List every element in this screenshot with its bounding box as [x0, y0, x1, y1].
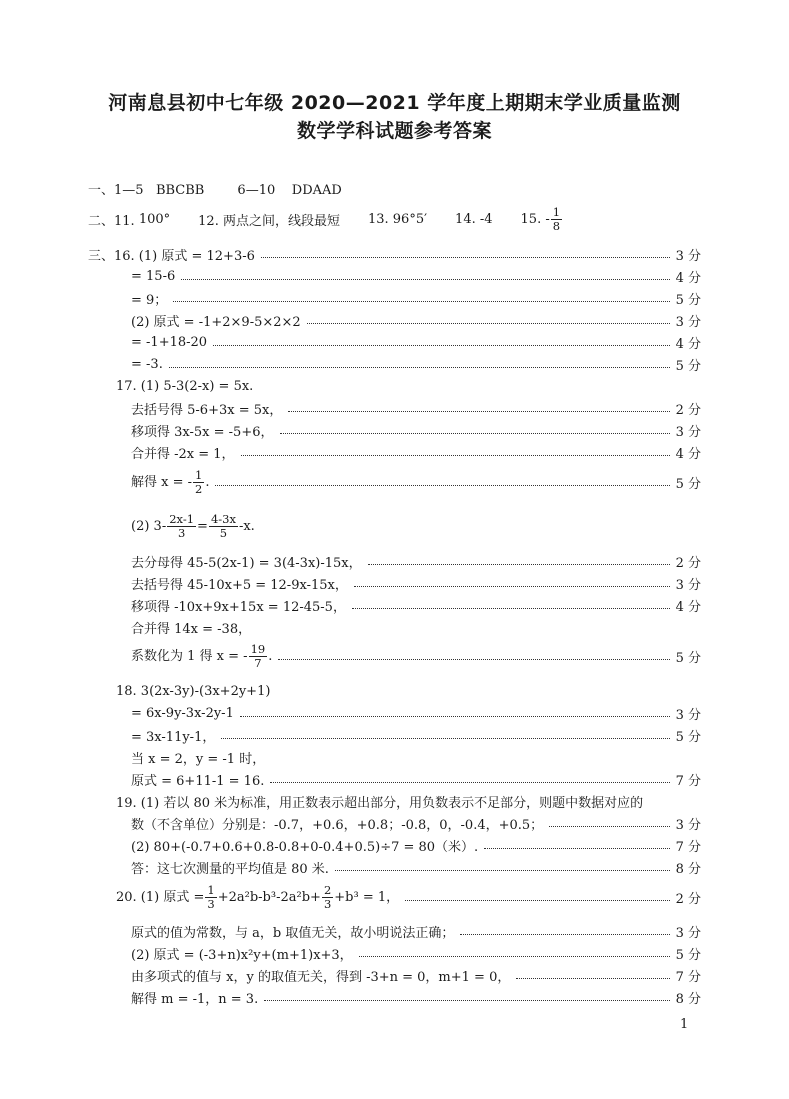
q20-line2: (2) 原式 = (-3+n)x²y+(m+1)x+3， 5 分	[131, 947, 701, 963]
q20-line4: 解得 m = -1，n = 3. 8 分	[131, 991, 701, 1007]
q19-line0: 19. (1) 若以 80 米为标准，用正数表示超出部分，用负数表示不足部分，则题中数据对应的	[116, 795, 644, 811]
q17-line10: 系数化为 1 得 x = - $\frac{19}{7}$ . 5 分	[131, 641, 701, 670]
q20-line1: 原式的值为常数，与 a，b 取值无关，故小明说法正确； 3 分	[131, 925, 701, 941]
q16-line1: 三、16. (1) 原式 = 12+3-6 3 分	[88, 248, 701, 264]
section2-answers: 二、11. 100° 12. 两点之间，线段最短 13. 96°5′ 14. -4 15. - $\frac{1}{8}$	[88, 204, 561, 233]
fraction-q20-b: $\frac{2}{3}$	[323, 882, 332, 911]
fraction-q20-a: $\frac{1}{3}$	[207, 882, 215, 911]
q19-line2: (2) 80+(-0.7+0.6+0.8-0.8+0-0.4+0.5)÷7 = 80（米）. 7 分	[131, 839, 701, 855]
q19-line1: 数（不含单位）分别是：-0.7，+0.6，+0.8；-0.8，0，-0.4，+0.5； 3 分	[131, 817, 701, 833]
fraction-q17-2b: $\frac{4-3x}{5}$	[210, 511, 236, 540]
q16-line6: = -3. 5 分	[131, 356, 701, 374]
q16-line2: = 15-6 4 分	[131, 268, 701, 286]
section1-answers: 一、1—5 BBCBB 6—10 DDAAD	[88, 183, 342, 198]
q20-line3: 由多项式的值与 x，y 的取值无关，得到 -3+n = 0，m+1 = 0， 7 分	[131, 969, 701, 985]
page-title-line1: 河南息县初中七年级 2020—2021 学年度上期期末学业质量监测	[108, 92, 681, 114]
fraction-q17-1: $\frac{1}{2}$	[195, 467, 203, 496]
q17-line4: 解得 x = - $\frac{1}{2}$ . 5 分	[131, 467, 701, 496]
q16-line5: = -1+18-20 4 分	[131, 334, 701, 352]
fraction-q17-3: $\frac{19}{7}$	[250, 641, 266, 670]
q17-line6: 去分母得 45-5(2x-1) = 3(4-3x)-15x， 2 分	[131, 555, 701, 571]
q18-line1: = 6x-9y-3x-2y-1 3 分	[131, 705, 701, 723]
q17-line3: 合并得 -2x = 1， 4 分	[131, 446, 701, 462]
q17-line8: 移项得 -10x+9x+15x = 12-45-5， 4 分	[131, 599, 701, 615]
q16-line3: = 9； 5 分	[131, 292, 701, 308]
q16-line4: (2) 原式 = -1+2×9-5×2×2 3 分	[131, 314, 701, 330]
q17-line5: (2) 3- $\frac{2x-1}{3}$ = $\frac{4-3x}{5}$ -x.	[131, 511, 255, 540]
page-title-line2: 数学学科试题参考答案	[296, 120, 492, 142]
q18-line3: 当 x = 2，y = -1 时，	[131, 751, 266, 767]
q18-line0: 18. 3(2x-3y)-(3x+2y+1)	[116, 683, 271, 699]
q20-line0: 20. (1) 原式 = $\frac{1}{3}$ +2a²b-b³-2a²b+ $\frac{2}{3}$ +b³ = 1， 2 分	[116, 882, 701, 911]
page-number: 1	[680, 1017, 689, 1032]
q19-line3: 答：这七次测量的平均值是 80 米. 8 分	[131, 861, 701, 877]
q18-line2: = 3x-11y-1， 5 分	[131, 729, 701, 745]
q17-line7: 去括号得 45-10x+5 = 12-9x-15x， 3 分	[131, 577, 701, 593]
q18-line4: 原式 = 6+11-1 = 16. 7 分	[131, 773, 701, 789]
fraction-15: $\frac{1}{8}$	[552, 204, 561, 233]
q17-line2: 移项得 3x-5x = -5+6， 3 分	[131, 424, 701, 440]
fraction-q17-2a: $\frac{2x-1}{3}$	[169, 511, 195, 540]
q17-line9: 合并得 14x = -38，	[131, 621, 252, 637]
q17-line0: 17. (1) 5-3(2-x) = 5x.	[116, 378, 254, 394]
q17-line1: 去括号得 5-6+3x = 5x， 2 分	[131, 402, 701, 418]
